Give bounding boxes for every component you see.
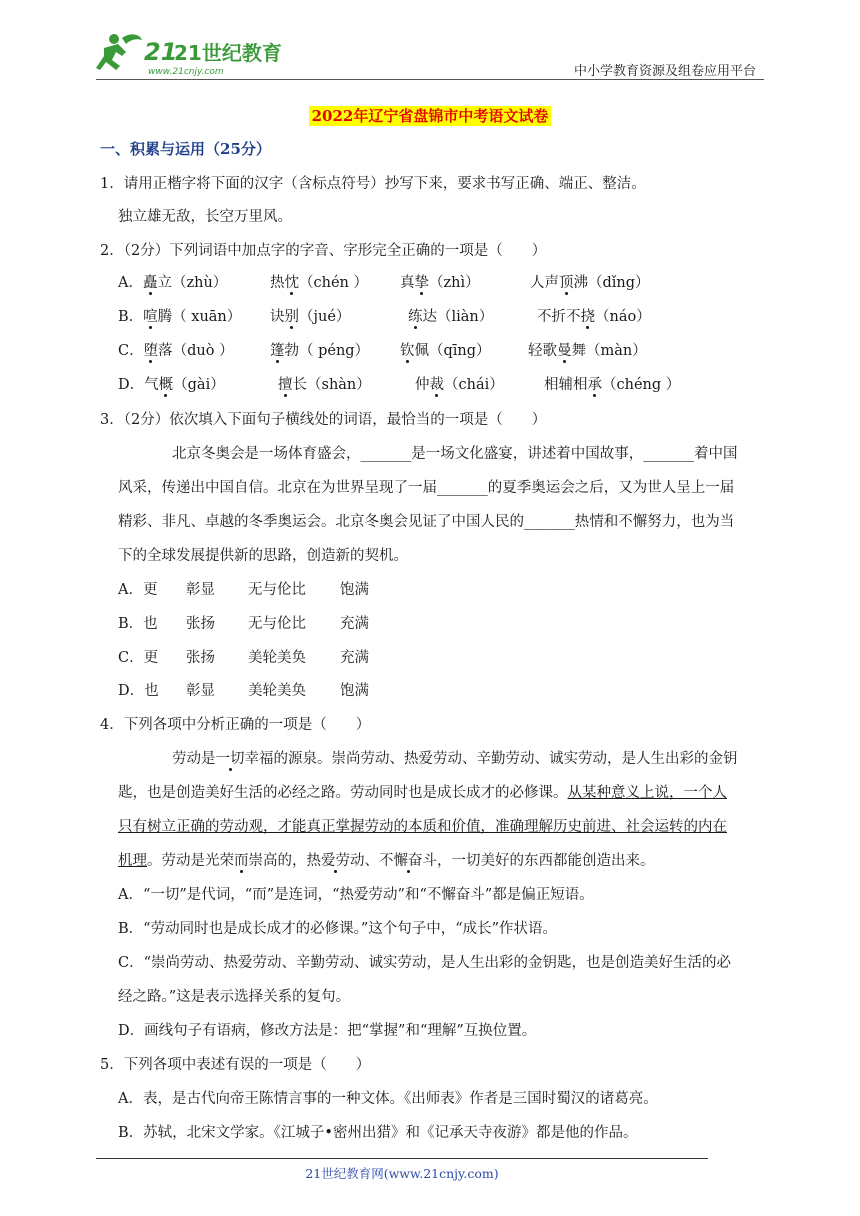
q4-stem: 4．下列各项中分析正确的一项是（ ）: [100, 717, 371, 733]
q4-passage-line1: 劳动是一切幸福的源泉。崇尚劳动、热爱劳动、辛勤劳动、诚实劳动，是人生出彩的金钥: [172, 751, 738, 767]
q4-option-d: D．画线句子有语病，修改方法是：把“掌握”和“理解”互换位置。: [118, 1023, 537, 1039]
q5-option-b: B．苏轼，北宋文学家。《江城子•密州出猎》和《记承天寺夜游》都是他的作品。: [118, 1125, 638, 1141]
section-heading: 一、积累与运用（25分）: [100, 140, 271, 158]
q3-passage-line1: 北京冬奥会是一场体育盛会，_______是一场文化盛宴，讲述着中国故事，_______着中国: [172, 446, 738, 462]
q3-option-d-w1: 彰显: [186, 683, 215, 699]
q3-option-b-w2: 无与伦比: [248, 616, 306, 632]
q2-option-b1: B．喧腾（ xuān）: [118, 309, 242, 325]
q4-option-a: A．“一切”是代词，“而”是连词，“热爱劳动”和“不懈奋斗”都是偏正短语。: [118, 887, 594, 903]
header-divider: [96, 79, 764, 80]
q3-option-c-letter: C．更: [118, 650, 159, 666]
q3-option-b-w3: 充满: [340, 616, 369, 632]
q3-option-b-letter: B．也: [118, 616, 158, 632]
svg-text:21: 21: [144, 38, 178, 66]
q2-stem: 2．（2分）下列词语中加点字的字音、字形完全正确的一项是（ ）: [100, 243, 547, 259]
q2-option-c4: 轻歌曼舞（màn）: [528, 343, 647, 359]
q1-stem: 1．请用正楷字将下面的汉字（含标点符号）抄写下来，要求书写正确、端正、整洁。: [100, 176, 646, 192]
q2-option-d1: D．气概（gài）: [118, 377, 225, 393]
q4-option-c-line1: C．“崇尚劳动、热爱劳动、辛勤劳动、诚实劳动，是人生出彩的金钥匙，也是创造美好生活的必: [118, 955, 732, 971]
q4-option-c-line2: 经之路。”这是表示选择关系的复句。: [118, 989, 351, 1005]
q1-text: 独立雄无敌，长空万里风。: [118, 209, 292, 225]
underlined-sentence: 从某种意义上说，一个人: [567, 785, 727, 801]
q4-option-b: B．“劳动同时也是成长成才的必修课。”这个句子中，“成长”作状语。: [118, 921, 558, 937]
q3-option-a-w3: 饱满: [340, 582, 369, 598]
q2-option-c1: C．堕落（duò ）: [118, 343, 234, 359]
q3-option-c-w3: 充满: [340, 650, 369, 666]
q3-option-c-w2: 美轮美奂: [248, 650, 306, 666]
q5-option-a: A．表，是古代向帝王陈情言事的一种文体。《出师表》作者是三国时蜀汉的诸葛亮。: [118, 1091, 658, 1107]
logo-21cnjy-icon: [96, 30, 282, 82]
q3-option-c-w1: 张扬: [186, 650, 215, 666]
svg-text:www.21cnjy.com: www.21cnjy.com: [148, 67, 224, 77]
q3-passage-line4: 下的全球发展提供新的思路，创造新的契机。: [118, 548, 408, 564]
q3-option-b-w1: 张扬: [186, 616, 215, 632]
exam-title: [0, 105, 860, 126]
q4-passage-line2: 匙，也是创造美好生活的必经之路。劳动同时也是成长成才的必修课。从某种意义上说，一个人: [118, 785, 727, 801]
platform-name: 中小学教育资源及组卷应用平台: [573, 64, 756, 79]
q3-option-d-w3: 饱满: [340, 683, 369, 699]
q2-option-c3: 钦佩（qīng）: [400, 343, 491, 359]
q3-option-a-w1: 彰显: [186, 582, 215, 598]
q2-option-a2: 热忱（chén ）: [270, 275, 368, 291]
q2-option-d3: 仲裁（chái）: [415, 377, 504, 393]
q3-option-a-letter: A．更: [118, 582, 158, 598]
svg-text:21世纪教育: 21世纪教育: [174, 41, 282, 65]
q2-option-a4: 人声顶沸（dǐng）: [530, 275, 650, 291]
q2-option-d2: 擅长（shàn）: [278, 377, 371, 393]
q5-stem: 5．下列各项中表述有误的一项是（ ）: [100, 1057, 371, 1073]
q3-passage-line2: 风采，传递出中国自信。北京在为世界呈现了一届_______的夏季奥运会之后，又为世人呈上一届: [118, 480, 735, 496]
q2-option-a3: 真挚（zhì）: [400, 275, 480, 291]
exam-title-text: 2022年辽宁省盘锦市中考语文试卷: [309, 106, 552, 126]
q3-option-a-w2: 无与伦比: [248, 582, 306, 598]
q3-option-d-w2: 美轮美奂: [248, 683, 306, 699]
q3-option-d-letter: D．也: [118, 683, 159, 699]
q3-stem: 3．（2分）依次填入下面句子横线处的词语，最恰当的一项是（ ）: [100, 412, 547, 428]
q4-passage-line4: 机理。劳动是光荣而崇高的，热爱劳动、不懈奋斗，一切美好的东西都能创造出来。: [118, 853, 655, 869]
q2-option-c2: 篷勃（ péng）: [270, 343, 370, 359]
q2-option-a1: A．矗立（zhù）: [118, 275, 228, 291]
footer-link[interactable]: 21世纪教育网(www.21cnjy.com): [305, 1166, 499, 1181]
q2-option-b2: 诀别（jué）: [270, 309, 351, 325]
q3-passage-line3: 精彩、非凡、卓越的冬季奥运会。北京冬奥会见证了中国人民的_______热情和不懈努力，也为当: [118, 514, 735, 530]
footer-divider: [96, 1158, 708, 1159]
q2-option-b4: 不折不挠（náo）: [537, 309, 651, 325]
q4-passage-line3: 只有树立正确的劳动观，才能真正掌握劳动的本质和价值，准确理解历史前进、社会运转的内在: [118, 819, 727, 835]
q2-option-d4: 相辅相承（chéng ）: [544, 377, 681, 393]
q2-option-b3: 练达（liàn）: [408, 309, 494, 325]
